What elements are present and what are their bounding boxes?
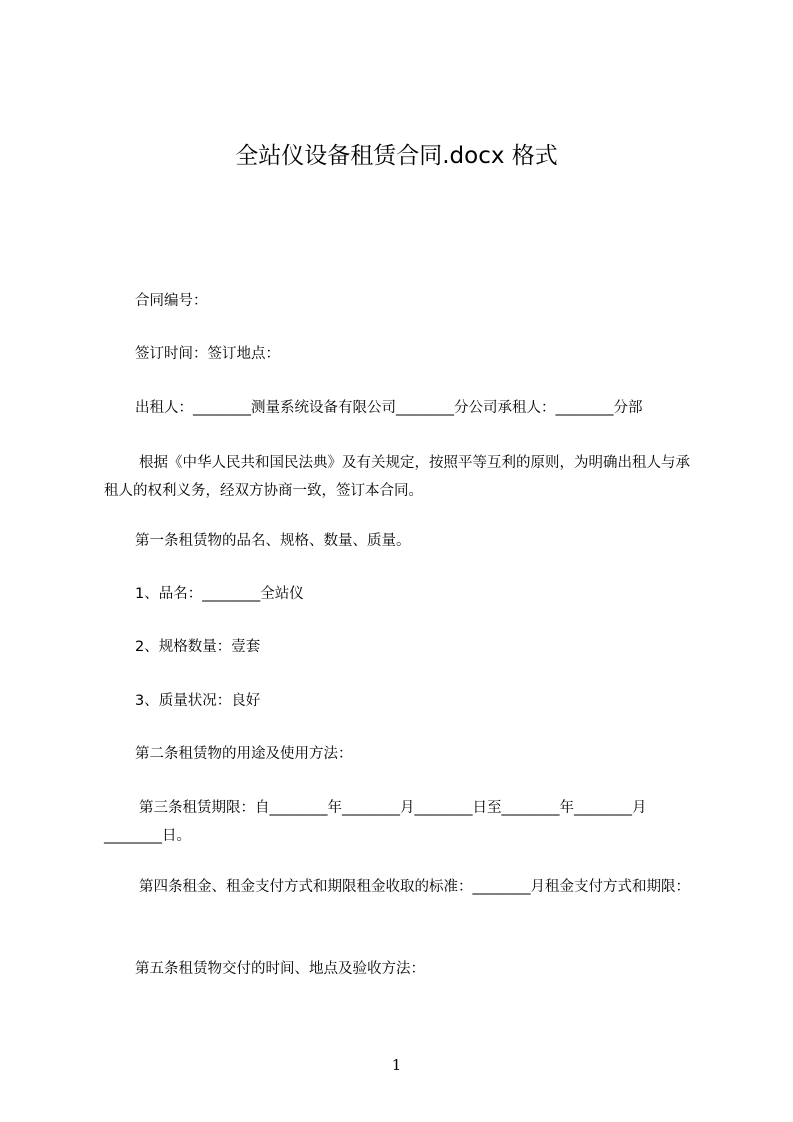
- parties-line: 出租人：________测量系统设备有限公司________分公司承租人：________分部: [135, 400, 643, 416]
- spec-quantity-line: 2、规格数量：壹套: [135, 639, 261, 655]
- item-name-line: 1、品名：________全站仪: [135, 586, 304, 602]
- preamble-paragraph: 根据《中华人民共和国民法典》及有关规定，按照平等互利的原则，为明确出租人与承租人的权利义务，经双方协商一致，签订本合同。: [104, 455, 690, 499]
- signing-time-place-line: 签订时间：签订地点：: [135, 346, 280, 362]
- article-2-heading: 第二条租赁物的用途及使用方法：: [135, 746, 353, 762]
- page-number: 1: [391, 1056, 402, 1074]
- article-4-rent-payment: 第四条租金、租金支付方式和期限租金收取的标准：________月租金支付方式和期限：: [139, 879, 690, 895]
- article-5-delivery: 第五条租赁物交付的时间、地点及验收方法：: [135, 961, 425, 977]
- quality-status-line: 3、质量状况：良好: [135, 693, 261, 709]
- document-title: 全站仪设备租赁合同.docx 格式: [235, 143, 558, 169]
- article-1-heading: 第一条租赁物的品名、规格、数量、质量。: [135, 533, 411, 549]
- article-3-lease-term: 第三条租赁期限：自________年________月________日至________年________月________日。: [104, 800, 647, 844]
- contract-number-line: 合同编号：: [135, 293, 208, 309]
